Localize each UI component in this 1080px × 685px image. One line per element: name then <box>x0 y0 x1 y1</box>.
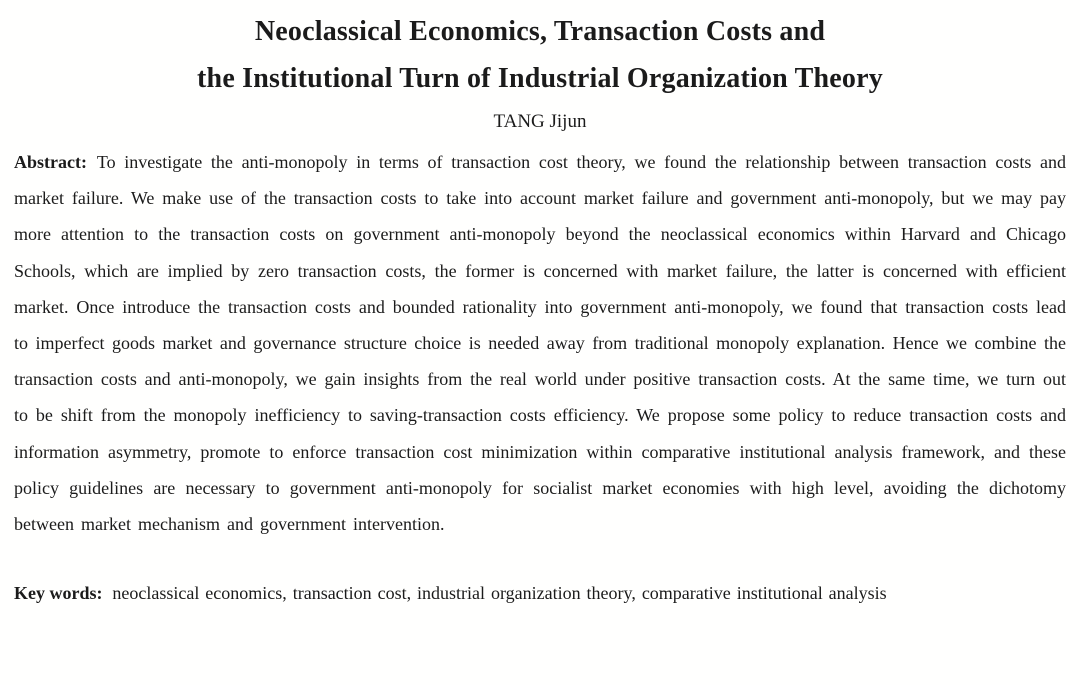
keywords-text: neoclassical economics, transaction cost, industrial organization theory, comparative institutional analysis <box>112 583 887 604</box>
abstract-paragraph <box>14 144 1066 542</box>
keywords-label: Key words: <box>14 583 103 604</box>
keywords-line <box>14 575 1066 611</box>
author-name: TANG Jijun <box>493 111 587 132</box>
paper-title-line2: the Institutional Turn of Industrial Organization Theory <box>197 63 883 94</box>
abstract-text: To investigate the anti-monopoly in terms of transaction cost theory, we found the relationship between transaction costs and market failure. We make use of the transaction costs to take into account market failure and government anti-monopoly, but we may pay more attention to the transaction costs on government anti-monopoly beyond the neoclassical economics within Harvard and Chicago Schools, which are implied by zero transaction costs, the former is concerned with market failure, the latter is concerned with efficient market. Once introduce the transaction costs and bounded rationality into government anti-monopoly, we found that transaction costs lead to imperfect goods market and governance structure choice is needed away from traditional monopoly explanation. Hence we combine the transaction costs and anti-monopoly, we gain insights from the real world under positive transaction costs. At the same time, we turn out to be shift from the monopoly inefficiency to saving-transaction costs efficiency. We propose some policy to reduce transaction costs and information asymmetry, promote to enforce transaction cost minimization within comparative institutional analysis framework, and these policy guidelines are necessary to government anti-monopoly for socialist market economies with high level, avoiding the dichotomy between market mechanism and government intervention. <box>14 152 1066 535</box>
paper-title-line1: Neoclassical Economics, Transaction Costs and <box>254 16 826 47</box>
abstract-label: Abstract: <box>14 152 87 172</box>
paper-title <box>14 8 1066 102</box>
